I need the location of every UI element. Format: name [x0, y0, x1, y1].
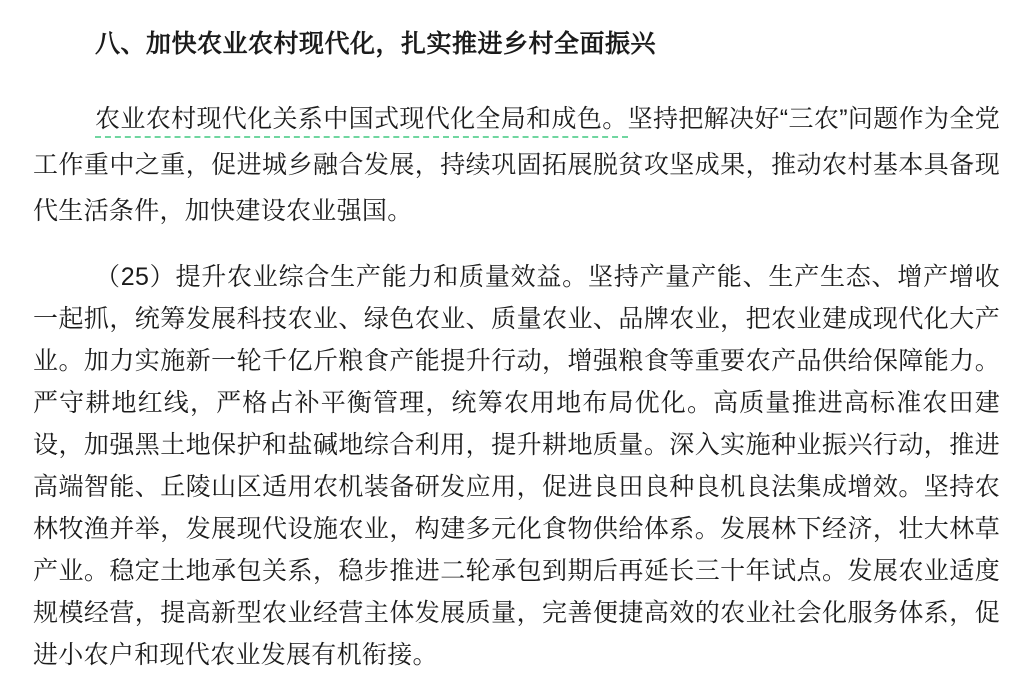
paragraph-intro-text: 坚持把解决好“三农”问题作为全党工作重中之重，促进城乡融合发展，持续巩固拓展脱贫攻坚成果，推动农村基本具备现代生活条件，加快建设农业强国。 [33, 105, 1000, 225]
paragraph-item-25: （25）提升农业综合生产能力和质量效益。坚持产量产能、生产生态、增产增收一起抓，统筹发展科技农业、绿色农业、质量农业、品牌农业，把农业建成现代化大产业。加力实施新一轮千亿斤粮食产能提升行动，增强粮食等重要农产品供给保障能力。严守耕地红线，严格占补平衡管理，统筹农用地布局优化。高质量推进高标准农田建设，加强黑土地保护和盐碱地综合利用，提升耕地质量。深入实施种业振兴行动，推进高端智能、丘陵山区适用农机装备研发应用，促进良田良种良机良法集成增效。坚持农林牧渔并举，发展现代设施农业，构建多元化食物供给体系。发展林下经济，壮大林草产业。稳定土地承包关系，稳步推进二轮承包到期后再延长三十年试点。发展农业适度规模经营，提高新型农业经营主体发展质量，完善便捷高效的农业社会化服务体系，促进小农户和现代农业发展有机衔接。 [33, 263, 1000, 669]
section-heading: 八、加快农业农村现代化，扎实推进乡村全面振兴 [95, 30, 657, 58]
paragraph-intro [33, 96, 1000, 234]
underlined-sentence: 农业农村现代化关系中国式现代化全局和成色。 [95, 105, 628, 138]
